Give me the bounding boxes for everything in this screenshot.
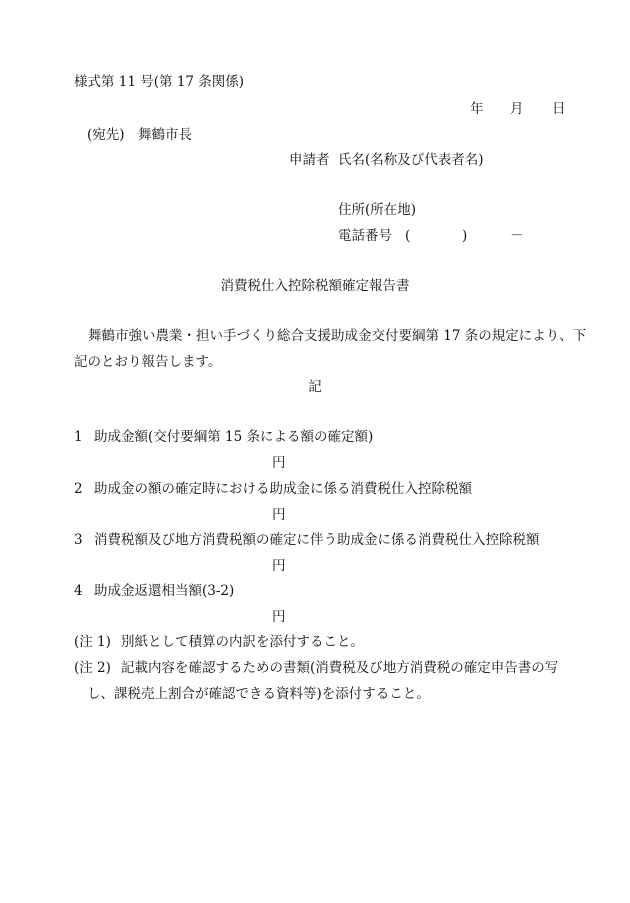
item-3-unit: 円 <box>272 558 286 574</box>
phone-open-paren: ( <box>405 228 411 244</box>
item-2-unit: 円 <box>272 507 286 523</box>
item-4-unit: 円 <box>272 609 286 625</box>
item-1-number: 1 <box>74 429 83 445</box>
note-2-continuation: し、課税売上割合が確認できる資料等)を添付すること。 <box>87 686 430 702</box>
item-2-number: 2 <box>74 481 83 497</box>
body-text-line-1: 舞鶴市強い農業・担い手づくり総合支援助成金交付要綱第 17 条の規定により、下 <box>88 328 587 344</box>
item-1-label: 助成金額(交付要綱第 15 条による額の確定額) <box>94 429 374 445</box>
note-1-text: 別紙として積算の内訳を添付すること。 <box>121 634 364 650</box>
item-1-unit: 円 <box>272 455 286 471</box>
note-2-label: (注 2) <box>74 660 111 676</box>
document-title: 消費税仕入控除税額確定報告書 <box>220 278 410 294</box>
addressee: (宛先) 舞鶴市長 <box>87 127 193 143</box>
item-3-label: 消費税額及び地方消費税額の確定に伴う助成金に係る消費税仕入控除税額 <box>94 532 540 548</box>
date-year-label: 年 <box>470 101 484 117</box>
note-1-label: (注 1) <box>74 634 111 650</box>
form-number: 様式第 11 号(第 17 条関係) <box>74 74 245 90</box>
applicant-address-label: 住所(所在地) <box>338 202 417 218</box>
item-4-number: 4 <box>74 583 83 599</box>
note-2-text: 記載内容を確認するための書類(消費税及び地方消費税の確定申告書の写 <box>121 660 559 676</box>
date-month-label: 月 <box>510 101 524 117</box>
item-2-label: 助成金の額の確定時における助成金に係る消費税仕入控除税額 <box>94 481 472 497</box>
applicant-name-label: 氏名(名称及び代表者名) <box>338 152 484 168</box>
item-4-label: 助成金返還相当額(3-2) <box>94 583 235 599</box>
body-text-line-2: 記のとおり報告します。 <box>74 354 222 370</box>
applicant-label: 申請者 <box>289 152 330 168</box>
date-day-label: 日 <box>552 101 566 117</box>
item-3-number: 3 <box>74 532 83 548</box>
phone-close-paren: ) <box>462 228 468 244</box>
phone-dash: － <box>510 228 524 244</box>
ki-marker: 記 <box>308 379 322 395</box>
applicant-phone-label: 電話番号 <box>338 228 392 244</box>
